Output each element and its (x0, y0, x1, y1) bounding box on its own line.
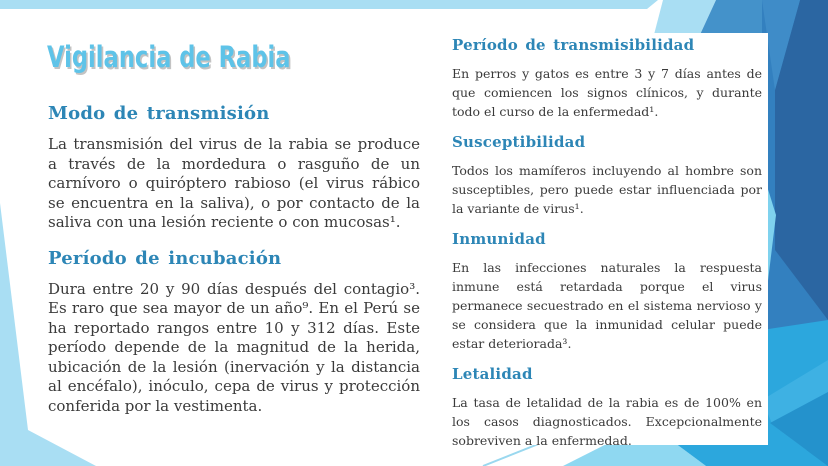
section-heading-letalidad: Letalidad (452, 365, 533, 383)
top-band-shape (0, 0, 658, 9)
section-body-susceptibilidad: Todos los mamíferos incluyendo al hombre son susceptibles, pero puede estar influenciada por la variante de virus¹. (452, 163, 762, 216)
left-column (48, 104, 420, 432)
right-column-panel (428, 33, 768, 448)
slide-title: Vigilancia de Rabia (47, 40, 291, 74)
section-body-periodo-de-incubacion: Dura entre 20 y 90 días después del contagio³. Es raro que sea mayor de un año⁹. En el Perú se ha reportado rangos entre 10 y 312 días. Este período depende de la magnitud de la herida, ubicación de la lesión (inervación y la distancia al encéfalo), inóculo, cepa de virus y protección conferida por la vestimenta. (48, 279, 420, 415)
section-heading-periodo-de-transmisibilidad: Período de transmisibilidad (452, 36, 695, 54)
section-body-letalidad: La tasa de letalidad de la rabia es de 100% en los casos diagnosticados. Excepcionalmente sobreviven a la enfermedad. (452, 395, 762, 448)
section-body-periodo-de-transmisibilidad: En perros y gatos es entre 3 y 7 días antes de que comiencen los signos clínicos, y durante todo el curso de la enfermedad¹. (452, 66, 762, 119)
section-heading-periodo-de-incubacion: Período de incubación (48, 247, 282, 269)
section-body-inmunidad: En las infecciones naturales la respuesta inmune está retardada porque el virus permanece secuestrado en el sistema nervioso y se considera que la inmunidad celular puede estar deteriorada³. (452, 260, 762, 351)
section-body-modo-de-transmision: La transmisión del virus de la rabia se produce a través de la mordedura o rasguño de un carnívoro o quiróptero rabioso (el virus rábico se encuentra en la saliva), o por contacto de la saliva con una lesión reciente o con mucosas¹. (48, 135, 420, 231)
section-heading-susceptibilidad: Susceptibilidad (452, 133, 586, 151)
section-heading-inmunidad: Inmunidad (452, 230, 546, 248)
section-heading-modo-de-transmision: Modo de transmisión (48, 103, 270, 124)
